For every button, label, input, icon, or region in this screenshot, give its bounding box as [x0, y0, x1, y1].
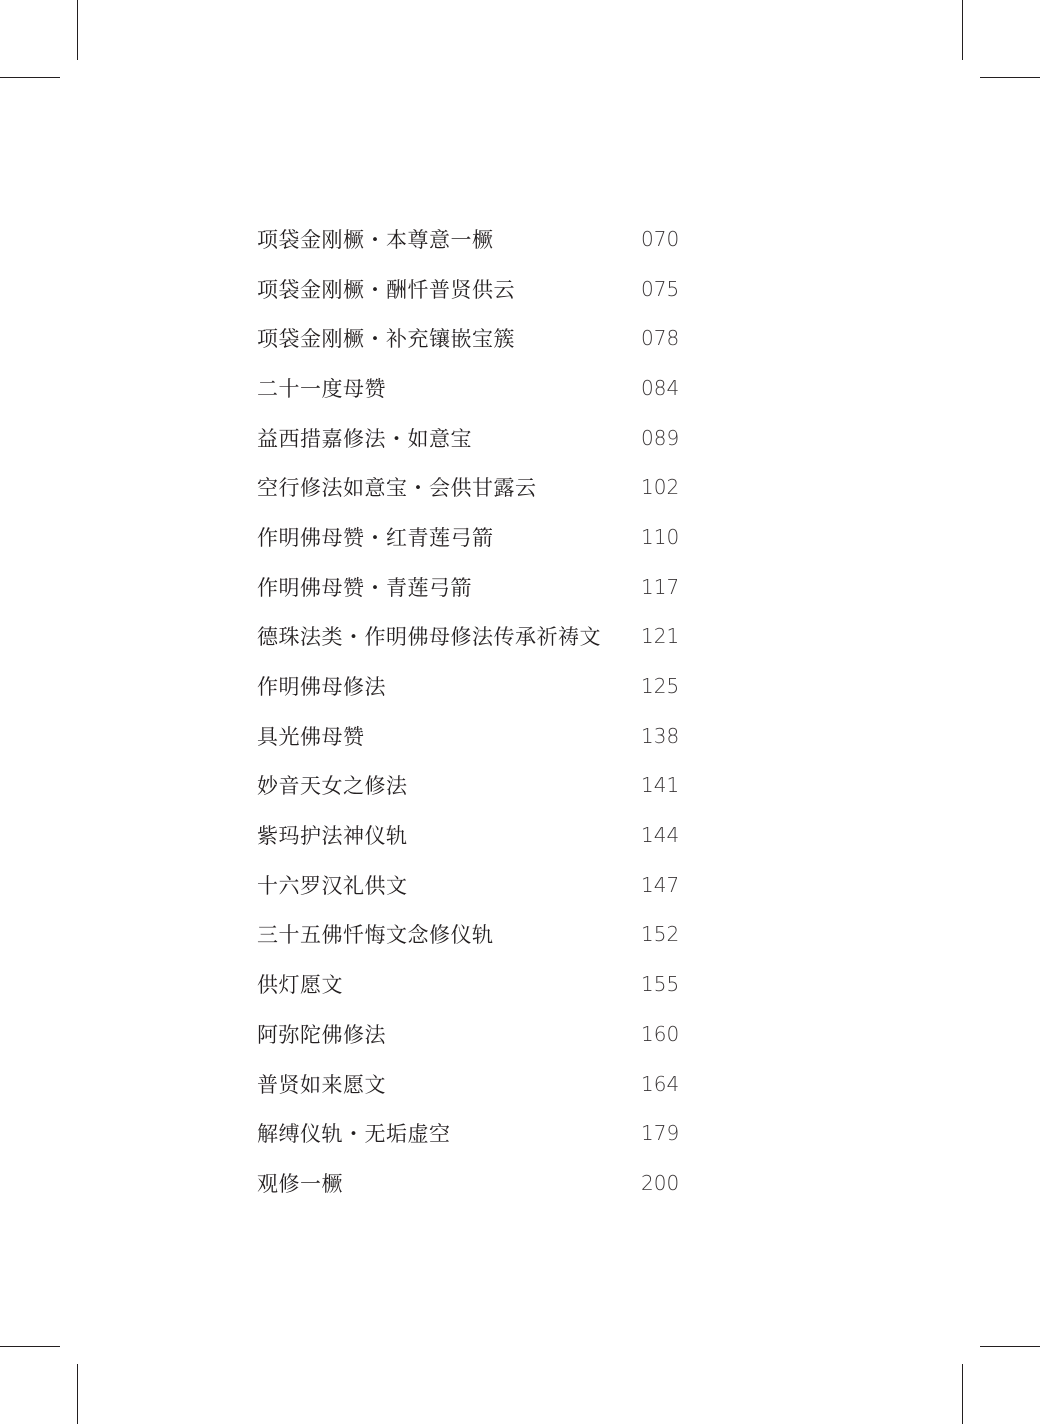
- toc-entry-page-number: 125: [641, 674, 680, 699]
- toc-entry-page-number: 070: [641, 226, 680, 251]
- toc-entry-page-number: 144: [641, 823, 680, 848]
- toc-entry-page-number: 160: [641, 1021, 680, 1046]
- toc-entry[interactable]: [257, 1059, 680, 1109]
- crop-mark-top-right-horizontal: [980, 77, 1040, 78]
- toc-entry[interactable]: [257, 1158, 680, 1208]
- toc-entry-page-number: 117: [641, 574, 680, 599]
- toc-entry-title: 阿弥陀佛修法: [257, 1022, 386, 1047]
- toc-entry-title: 作明佛母赞・青莲弓箭: [257, 575, 472, 600]
- toc-entry-title: 解缚仪轨・无垢虚空: [257, 1122, 451, 1147]
- toc-entry-title: 普贤如来愿文: [257, 1072, 386, 1097]
- toc-entry[interactable]: [257, 1009, 680, 1059]
- toc-entry-page-number: 078: [641, 326, 680, 351]
- toc-entry-page-number: 141: [641, 773, 680, 798]
- crop-mark-bottom-right-horizontal: [980, 1346, 1040, 1347]
- toc-entry-title: 观修一橛: [257, 1171, 343, 1196]
- toc-entry-page-number: 147: [641, 872, 680, 897]
- crop-mark-top-left-vertical: [77, 0, 78, 60]
- toc-entry-title: 三十五佛忏悔文念修仪轨: [257, 923, 494, 948]
- toc-entry[interactable]: [257, 413, 680, 463]
- toc-entry-title: 十六罗汉礼供文: [257, 873, 408, 898]
- table-of-contents: [257, 214, 680, 1208]
- toc-entry[interactable]: [257, 612, 680, 662]
- toc-entry-page-number: 138: [641, 723, 680, 748]
- toc-entry-title: 作明佛母修法: [257, 675, 386, 700]
- toc-entry-page-number: 200: [641, 1170, 680, 1195]
- toc-entry-page-number: 084: [641, 375, 680, 400]
- toc-entry-title: 作明佛母赞・红青莲弓箭: [257, 525, 494, 550]
- toc-entry[interactable]: [257, 860, 680, 910]
- toc-entry-page-number: 089: [641, 425, 680, 450]
- toc-entry[interactable]: [257, 711, 680, 761]
- toc-entry-page-number: 110: [641, 524, 680, 549]
- toc-entry-title: 项袋金刚橛・补充镶嵌宝簇: [257, 327, 515, 352]
- toc-entry-title: 供灯愿文: [257, 973, 343, 998]
- toc-entry-page-number: 121: [641, 624, 680, 649]
- crop-mark-bottom-left-horizontal: [0, 1346, 60, 1347]
- toc-entry[interactable]: [257, 264, 680, 314]
- crop-mark-bottom-right-vertical: [962, 1364, 963, 1424]
- toc-entry[interactable]: [257, 959, 680, 1009]
- toc-entry-page-number: 155: [641, 972, 680, 997]
- toc-entry-title: 项袋金刚橛・本尊意一橛: [257, 227, 494, 252]
- toc-entry-page-number: 075: [641, 276, 680, 301]
- toc-entry-title: 紫玛护法神仪轨: [257, 824, 408, 849]
- toc-entry-title: 妙音天女之修法: [257, 774, 408, 799]
- toc-entry[interactable]: [257, 462, 680, 512]
- crop-mark-top-left-horizontal: [0, 77, 60, 78]
- toc-entry-title: 德珠法类・作明佛母修法传承祈祷文: [257, 625, 601, 650]
- toc-entry[interactable]: [257, 910, 680, 960]
- toc-entry-page-number: 179: [641, 1121, 680, 1146]
- toc-entry[interactable]: [257, 512, 680, 562]
- toc-entry-page-number: 152: [641, 922, 680, 947]
- crop-mark-top-right-vertical: [962, 0, 963, 60]
- toc-entry[interactable]: [257, 810, 680, 860]
- toc-entry[interactable]: [257, 313, 680, 363]
- toc-entry-title: 项袋金刚橛・酬忏普贤供云: [257, 277, 515, 302]
- toc-entry-title: 具光佛母赞: [257, 724, 365, 749]
- toc-entry-page-number: 102: [641, 475, 680, 500]
- toc-entry[interactable]: [257, 661, 680, 711]
- toc-entry-title: 二十一度母赞: [257, 376, 386, 401]
- toc-entry-title: 空行修法如意宝・会供甘露云: [257, 476, 537, 501]
- toc-entry-title: 益西措嘉修法・如意宝: [257, 426, 472, 451]
- toc-entry[interactable]: [257, 761, 680, 811]
- crop-mark-bottom-left-vertical: [77, 1364, 78, 1424]
- toc-entry[interactable]: [257, 562, 680, 612]
- toc-entry[interactable]: [257, 363, 680, 413]
- toc-entry[interactable]: [257, 214, 680, 264]
- toc-entry-page-number: 164: [641, 1071, 680, 1096]
- toc-entry[interactable]: [257, 1108, 680, 1158]
